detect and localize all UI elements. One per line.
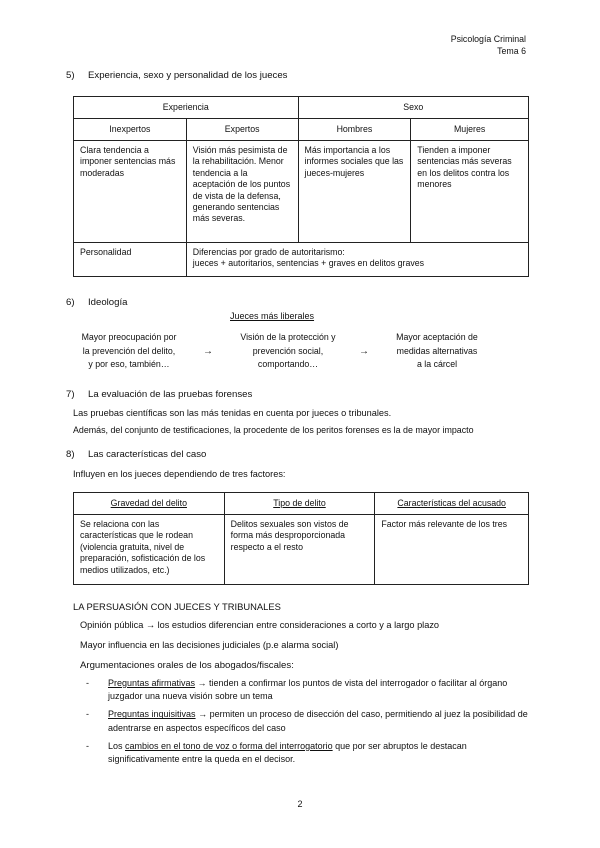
text-cambios-tono: que por ser abruptos le destacan significativamente entre la queda en el decisor. xyxy=(108,740,467,765)
section-6-title: Ideología xyxy=(88,297,128,308)
col-header-hombres: Hombres xyxy=(298,119,411,141)
section-7-number: 7) xyxy=(66,389,75,400)
group-header-sex: Sexo xyxy=(298,97,528,119)
ideology-col-2-line-2: prevención social, xyxy=(252,345,324,356)
ideology-col-3-line-2: medidas alternativas xyxy=(396,345,478,356)
list-item xyxy=(86,740,536,766)
ideology-col-2-line-3: comportando… xyxy=(257,359,319,369)
cell-expertos: Visión más pesimista de la rehabilitación. Menor tendencia a la aceptación de los puntos de vista de la defensa, generando sentencias más severas. xyxy=(186,141,298,243)
group-header-experience: Experiencia xyxy=(74,97,299,119)
section-6-heading xyxy=(66,297,127,309)
arrow-icon: → xyxy=(359,346,369,357)
persuasion-line-1: Opinión pública → los estudios diferencian entre consideraciones a corto y a largo plazo xyxy=(80,620,440,630)
term-preguntas-inquisitivas: Preguntas inquisitivas xyxy=(108,709,196,720)
section-8-title: Las características del caso xyxy=(88,449,207,460)
section-7-heading xyxy=(66,389,252,401)
header-gravedad: Gravedad del delito xyxy=(74,493,225,515)
arguments-list xyxy=(86,677,536,771)
text-preguntas-inquisitivas: → permiten un proceso de disección del caso, permitiendo al juez la posibilidad de adentrarse en aspectos específicos del caso xyxy=(108,709,528,733)
personalidad-line-1: Diferencias por grado de autoritarismo: xyxy=(192,247,345,257)
cell-personalidad-text xyxy=(186,243,528,277)
section-6-number: 6) xyxy=(66,297,75,308)
case-factors-table xyxy=(73,492,529,585)
ideology-subtitle: Jueces más liberales xyxy=(230,311,315,321)
col-header-inexpertos: Inexpertos xyxy=(74,119,187,141)
term-cambios-tono: cambios en el tono de voz o forma del interrogatorio xyxy=(125,740,333,751)
bullet-dash: - xyxy=(86,678,89,688)
ideology-col-1-line-1: Mayor preocupación por xyxy=(81,332,177,342)
section-5-heading xyxy=(66,70,287,82)
ideology-col-3-line-3: a la cárcel xyxy=(416,359,458,369)
list-item xyxy=(86,708,536,734)
section-8-number: 8) xyxy=(66,449,75,460)
section-8-heading xyxy=(66,449,206,461)
cell-hombres: Más importancia a los informes sociales que las jueces-mujeres xyxy=(298,141,411,243)
cell-tipo: Delitos sexuales son vistos de forma más desproporcionada respecto a el resto xyxy=(224,515,375,585)
header-tipo: Tipo de delito xyxy=(224,493,375,515)
cell-caracteristicas: Factor más relevante de los tres xyxy=(375,515,529,585)
page-number: 2 xyxy=(297,799,303,809)
ideology-col-1 xyxy=(64,331,194,372)
persuasion-title: LA PERSUASIÓN CON JUECES Y TRIBUNALES xyxy=(73,601,281,612)
ideology-col-3 xyxy=(377,331,497,372)
section-5-number: 5) xyxy=(66,70,75,81)
list-item xyxy=(86,677,536,703)
col-header-expertos: Expertos xyxy=(186,119,298,141)
ideology-col-2 xyxy=(223,331,353,372)
header-caracteristicas: Características del acusado xyxy=(375,493,529,515)
col-header-mujeres: Mujeres xyxy=(411,119,529,141)
cell-mujeres: Tienden a imponer sentencias más severas en los delitos contra los menores xyxy=(411,141,529,243)
persuasion-line-2: Mayor influencia en las decisiones judiciales (p.e alarma social) xyxy=(80,640,339,650)
forensic-line-2: Además, del conjunto de testificaciones, la procedente de los peritos forenses es la de mayor impacto xyxy=(73,425,474,435)
forensic-line-1: Las pruebas científicas son las más tenidas en cuenta por jueces o tribunales. xyxy=(73,408,392,418)
factors-intro: Influyen en los jueces dependiendo de tres factores: xyxy=(73,469,286,479)
judges-table xyxy=(73,96,529,277)
header-topic: Tema 6 xyxy=(497,46,526,56)
arrow-icon: → xyxy=(203,346,213,357)
ideology-col-3-line-1: Mayor aceptación de xyxy=(396,332,478,342)
personalidad-line-2: jueces + autoritarios, sentencias + graves en delitos graves xyxy=(192,258,425,269)
cell-personalidad-label: Personalidad xyxy=(74,243,187,277)
cell-gravedad: Se relaciona con las características que le rodean (violencia gratuita, nivel de preparación, sofisticación de los medios utilizados, etc.) xyxy=(74,515,225,585)
page-header xyxy=(451,33,526,57)
section-7-title: La evaluación de las pruebas forenses xyxy=(88,389,253,400)
section-5-title: Experiencia, sexo y personalidad de los jueces xyxy=(88,70,288,81)
persuasion-line-3: Argumentaciones orales de los abogados/fiscales: xyxy=(80,660,294,671)
ideology-col-1-line-2: la prevención del delito, xyxy=(82,345,176,356)
bullet-dash: - xyxy=(86,709,89,720)
text-preguntas-afirmativas: → tienden a confirmar los puntos de vista del interrogador o facilitar al órgano juzgador una nueva visión sobre un tema xyxy=(108,678,508,702)
header-course: Psicología Criminal xyxy=(450,34,526,44)
ideology-col-2-line-1: Visión de la protección y xyxy=(240,332,336,342)
text-los: Los xyxy=(108,740,126,751)
term-preguntas-afirmativas: Preguntas afirmativas xyxy=(108,678,196,688)
bullet-dash: - xyxy=(86,740,89,751)
cell-inexpertos: Clara tendencia a imponer sentencias más moderadas xyxy=(74,141,187,243)
ideology-col-1-line-3: y por eso, también… xyxy=(88,359,170,369)
